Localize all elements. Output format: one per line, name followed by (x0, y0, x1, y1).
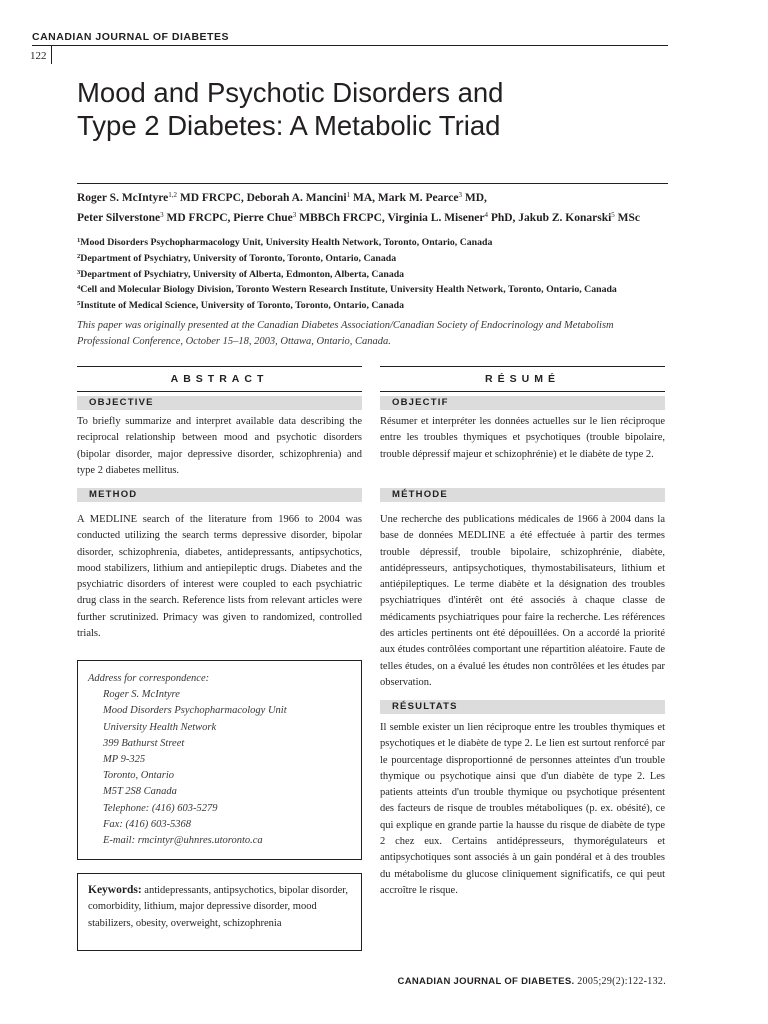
correspondence-line: M5T 2S8 Canada (103, 786, 177, 798)
author-name: Mark M. Pearce (377, 192, 459, 204)
article-title (77, 76, 667, 142)
author-name: Deborah A. Mancini (246, 192, 347, 204)
objective-text: To briefly summarize and interpret available data describing the reciprocal relationship between mood and psychotic disorders (bipolar disorder, major depressive disorder, schizophrenia) and type 2 diabetes mellitus. (77, 416, 362, 476)
affiliation-text: Department of Psychiatry, University of Toronto, Toronto, Ontario, Canada (80, 252, 397, 264)
correspondence-label: Address for correspondence: (88, 673, 210, 684)
correspondence-line: Fax: (416) 603-5368 (103, 818, 192, 830)
affiliation (77, 234, 677, 250)
author-line-1 (77, 187, 677, 207)
resume-heading: RÉSUMÉ (380, 366, 665, 392)
author-credentials: MSc (614, 212, 641, 224)
methode-text: Une recherche des publications médicales de 1966 à 2004 dans la base de données MEDLINE a été effectuée à partir des termes trouble dépressif, trouble bipolaire, schizophrénie, diabète, antidépresseurs, antipsychotiques, thymostabilisateurs, lithium et antiépileptiques. Le terme diabète et la désignation des troubles psychiatriques d'intérêt ont été associés à chaque classe de médicaments psychiatriques pour faire la recherche. Les références des articles pertinents ont été dépouillées. On a accordé la priorité aux études contrôlées comportant une répartition aléatoire. Faute de telles études, on a évalué les études non contrôlées et les études par observation. (380, 514, 665, 688)
running-header-journal: CANADIAN JOURNAL OF DIABETES (32, 31, 229, 43)
correspondence-line: 399 Bathurst Street (103, 737, 185, 749)
author-name: Virginia L. Misener (387, 212, 485, 224)
author-credentials: PhD, (487, 212, 519, 224)
author-credentials: MBBCh FRCPC, (296, 212, 388, 224)
author-list (77, 187, 677, 227)
author-line-2 (77, 207, 677, 227)
affiliation (77, 281, 677, 297)
author-sup: 1,2 (168, 191, 177, 199)
resultats-label: RÉSULTATS (380, 700, 665, 714)
header-rule (32, 45, 668, 46)
objectif-label: OBJECTIF (380, 396, 665, 410)
correspondence-email[interactable]: E-mail: rmcintyr@uhnres.utoronto.ca (103, 835, 263, 847)
affiliation-sup: 5 (77, 300, 81, 308)
objectif-text: Résumer et interpréter les données actuelles sur le lien réciproque entre les troubles thymiques et psychotiques (trouble bipolaire, trouble dépressif majeur et schizophrénie) et le diabète de type 2. (380, 416, 665, 460)
keywords-box (77, 873, 362, 951)
author-credentials: MD FRCPC, (163, 212, 234, 224)
author-credentials: MD FRCPC, (177, 192, 247, 204)
title-line-1: Mood and Psychotic Disorders and (77, 77, 504, 108)
correspondence-line: Telephone: (416) 603-5279 (103, 802, 218, 814)
affiliation-text: Institute of Medical Science, University of Toronto, Toronto, Ontario, Canada (80, 300, 405, 312)
correspondence-line: Toronto, Ontario (103, 770, 174, 782)
affiliation-list (77, 234, 677, 313)
affiliation-sup: 3 (77, 268, 81, 276)
footer-journal: CANADIAN JOURNAL OF DIABETES. (397, 976, 575, 987)
author-sup: 3 (458, 191, 462, 199)
affiliation (77, 266, 677, 282)
affiliation (77, 297, 677, 313)
page-number: 122 (30, 50, 47, 62)
keywords-label: Keywords: (88, 884, 142, 896)
abstract-heading: ABSTRACT (77, 366, 362, 392)
author-name: Pierre Chue (233, 212, 293, 224)
correspondence-box (77, 660, 362, 860)
presentation-note-line-2: Professional Conference, October 15–18, 2003, Ottawa, Ontario, Canada. (77, 335, 391, 347)
title-rule (77, 183, 668, 184)
author-name: Peter Silverstone (77, 212, 161, 224)
keywords-text (88, 882, 350, 932)
author-sup: 3 (292, 211, 297, 219)
author-credentials: MD, (462, 192, 487, 204)
author-sup: 4 (484, 211, 488, 219)
method-label: METHOD (77, 488, 362, 502)
correspondence-line: University Health Network (103, 721, 217, 733)
method-text: A MEDLINE search of the literature from 1966 to 2004 was conducted utilizing the search terms depressive disorder, bipolar disorder, schizophrenia, diabetes, antidepressants, antipsychotics, mood stabilizers, lithium and antiepileptic drugs. Diabetes and the psychiatric disorders of interest were coupled to each psychiatric drug class in the search. Reference lists from relevant articles were further scrutinized. Primacy was given to randomized, controlled trials. (77, 514, 362, 640)
presentation-note (77, 318, 667, 349)
page-number-bar (51, 46, 52, 64)
author-sup: 1 (346, 191, 351, 199)
footer-volume: 2005;29(2):122-132. (574, 976, 666, 987)
title-line-2: Type 2 Diabetes: A Metabolic Triad (77, 110, 501, 141)
methode-label: MÉTHODE (380, 488, 665, 502)
footer-citation (398, 976, 666, 987)
affiliation-sup: 2 (77, 252, 81, 260)
resultats-text: Il semble exister un lien réciproque entre les troubles thymiques et psychotiques et le diabète de type 2. Le lien est surtout renforcé par le pourcentage disproportionné de personnes atteintes d'un trouble thymique ou psychotique ainsi que d'un diabète de type 2. Les patients atteints d'un trouble thymique ou psychotique présentent des facteurs de risque de troubles métaboliques (p. ex. obésité), ce qui explique en grande partie la hausse du risque de diabète de type 2 chez eux. Certains antidépresseurs, thymorégulateurs et antipsychotiques sont associés à un gain pondéral et à des troubles du métabolisme du glucose cliniquement significatifs, ce qui peut accroître le risque. (380, 722, 665, 896)
affiliation-sup: 4 (77, 284, 81, 292)
presentation-note-line-1: This paper was originally presented at the Canadian Diabetes Association/Canadian Society of Endocrinology and Metabolism (77, 320, 614, 331)
affiliation-text: Mood Disorders Psychopharmacology Unit, University Health Network, Toronto, Ontario, Canada (80, 237, 493, 248)
author-name: Roger S. McIntyre (77, 192, 169, 204)
author-name: Jakub Z. Konarski (518, 212, 612, 224)
correspondence-line: MP 9-325 (103, 754, 146, 766)
author-credentials: MA, (350, 192, 378, 204)
correspondence-line: Roger S. McIntyre (103, 689, 180, 701)
affiliation-text: Cell and Molecular Biology Division, Toronto Western Research Institute, University Health Network, Toronto, Ontario, Canada (80, 284, 617, 296)
objective-label: OBJECTIVE (77, 396, 362, 410)
affiliation-sup: 1 (77, 237, 81, 244)
author-sup: 3 (160, 211, 164, 219)
correspondence-line: Mood Disorders Psychopharmacology Unit (103, 705, 287, 717)
author-sup: 5 (611, 211, 615, 219)
correspondence-lines (88, 671, 287, 849)
affiliation (77, 250, 677, 266)
affiliation-text: Department of Psychiatry, University of Alberta, Edmonton, Alberta, Canada (80, 268, 405, 280)
keywords-list: antidepressants, antipsychotics, bipolar disorder, comorbidity, lithium, major depressive disorder, mood stabilizers, obesity, overweight, schizophrenia (88, 885, 348, 929)
